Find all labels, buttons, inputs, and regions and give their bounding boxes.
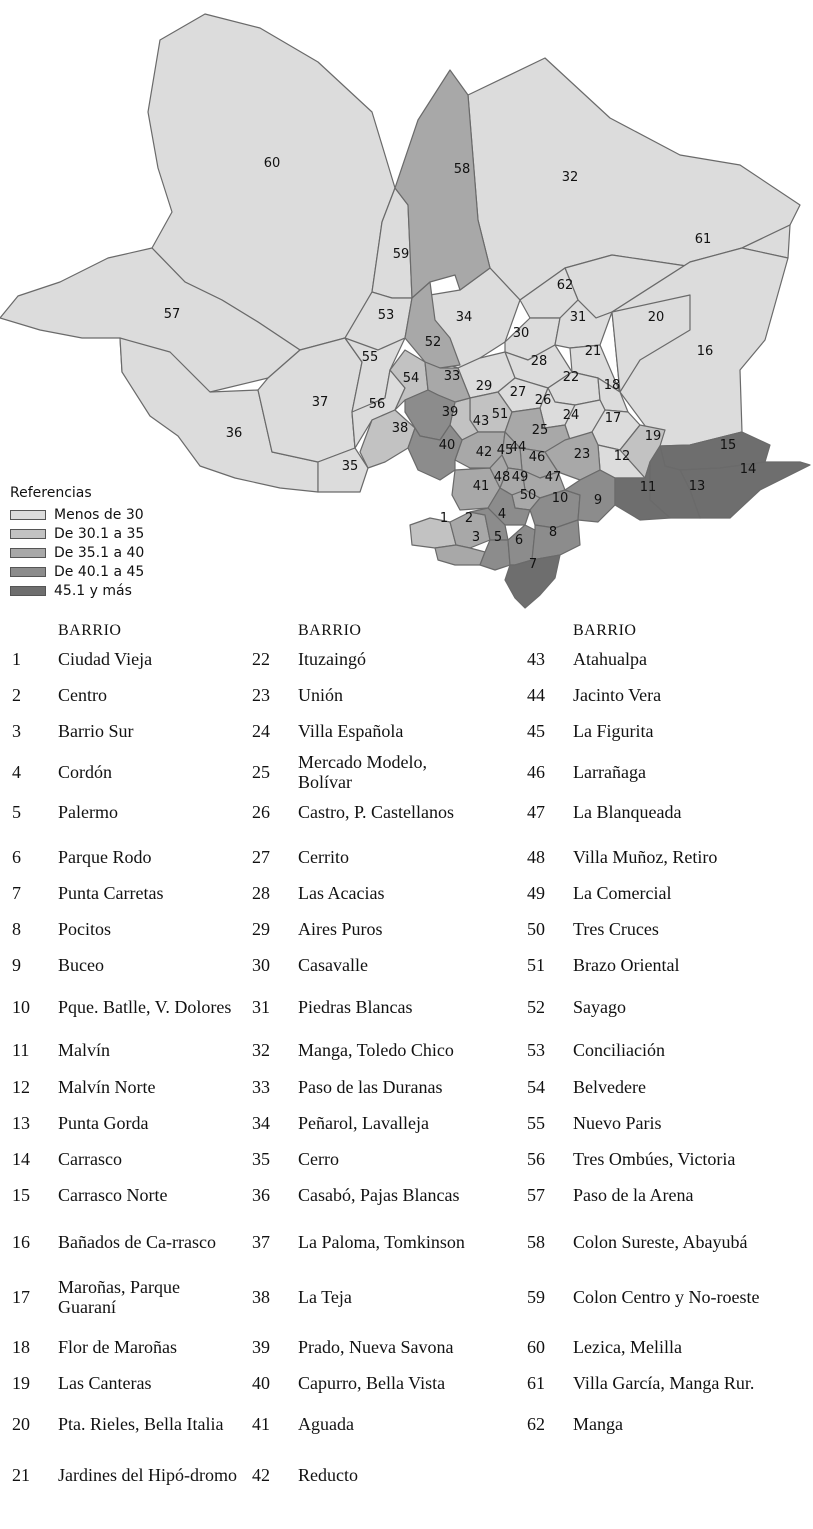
- table-row: [12, 1452, 252, 1498]
- map-label-39: 39: [441, 405, 459, 420]
- barrio-name: Cordón: [58, 762, 112, 782]
- map-label-30: 30: [512, 326, 530, 341]
- barrio-number: 48: [527, 846, 545, 867]
- map-label-29: 29: [475, 379, 493, 394]
- map-label-19: 19: [644, 429, 662, 444]
- legend-swatch: [10, 529, 46, 539]
- table-row: [527, 794, 807, 830]
- table-row: [527, 713, 807, 749]
- table-row: [252, 984, 492, 1030]
- barrio-name: Villa Muñoz, Retiro: [573, 847, 718, 867]
- map-label-54: 54: [402, 371, 420, 386]
- map-label-24: 24: [562, 408, 580, 423]
- table-row: [12, 875, 252, 911]
- barrio-number: 42: [252, 1464, 270, 1485]
- barrio-number: 20: [12, 1413, 30, 1434]
- map-label-21: 21: [584, 344, 602, 359]
- barrio-number: 17: [12, 1286, 30, 1307]
- map-label-6: 6: [514, 533, 524, 548]
- barrio-number: 59: [527, 1286, 545, 1307]
- barrio-3: [435, 545, 485, 565]
- map-label-56: 56: [368, 397, 386, 412]
- legend-item: [10, 562, 144, 581]
- barrio-number: 23: [252, 684, 270, 705]
- barrio-name: Paso de las Duranas: [298, 1077, 443, 1097]
- barrio-name: Atahualpa: [573, 649, 647, 669]
- table-row: [527, 1069, 807, 1105]
- barrio-number: 34: [252, 1112, 270, 1133]
- barrio-number: 46: [527, 761, 545, 782]
- table-row: [12, 984, 252, 1030]
- table-row: [527, 1177, 807, 1213]
- map-label-41: 41: [472, 479, 490, 494]
- barrio-number: 50: [527, 918, 545, 939]
- barrio-name: Jardines del Hipó-dromo: [58, 1465, 237, 1485]
- column-header: BARRIO: [573, 622, 637, 639]
- map-label-8: 8: [548, 525, 558, 540]
- table-row: [252, 677, 492, 713]
- table-row: [527, 1032, 807, 1068]
- barrio-name: Casabó, Pajas Blancas: [298, 1185, 460, 1205]
- table-row: [527, 1105, 807, 1141]
- table-row: [252, 1274, 492, 1320]
- map-label-51: 51: [491, 407, 509, 422]
- barrio-number: 43: [527, 648, 545, 669]
- barrio-number: 57: [527, 1184, 545, 1205]
- table-row: [12, 1329, 252, 1365]
- barrio-name: Ituzaingó: [298, 649, 366, 669]
- table-row: [12, 641, 252, 677]
- barrio-number: 8: [12, 918, 21, 939]
- barrio-number: 14: [12, 1148, 30, 1169]
- barrio-name: Brazo Oriental: [573, 955, 680, 975]
- barrio-name: Villa Española: [298, 721, 404, 741]
- table-row: [252, 1032, 492, 1068]
- table-row: [527, 1274, 807, 1320]
- map-label-57: 57: [163, 307, 181, 322]
- table-row: [252, 641, 492, 677]
- barrio-number: 52: [527, 996, 545, 1017]
- map-label-50: 50: [519, 488, 537, 503]
- barrio-name: Capurro, Bella Vista: [298, 1373, 446, 1393]
- map-label-15: 15: [719, 438, 737, 453]
- map-label-10: 10: [551, 491, 569, 506]
- barrio-number: 35: [252, 1148, 270, 1169]
- barrio-number: 18: [12, 1336, 30, 1357]
- map-label-42: 42: [475, 445, 493, 460]
- map-label-31: 31: [569, 310, 587, 325]
- map-label-26: 26: [534, 393, 552, 408]
- barrio-number: 47: [527, 801, 545, 822]
- table-row: [527, 1329, 807, 1365]
- barrio-1: [410, 518, 456, 548]
- map-label-62: 62: [556, 278, 574, 293]
- barrio-name: Peñarol, Lavalleja: [298, 1113, 429, 1133]
- table-row: [252, 1219, 492, 1265]
- barrio-name: Sayago: [573, 997, 626, 1017]
- column-header: BARRIO: [58, 622, 122, 639]
- legend-title: Referencias: [10, 485, 92, 501]
- barrio-name: Castro, P. Castellanos: [298, 802, 454, 822]
- barrio-number: 39: [252, 1336, 270, 1357]
- barrio-name: Pta. Rieles, Bella Italia: [58, 1414, 224, 1434]
- barrio-number: 15: [12, 1184, 30, 1205]
- barrio-name: Flor de Maroñas: [58, 1337, 177, 1357]
- barrio-name: Barrio Sur: [58, 721, 134, 741]
- table-row: [12, 1141, 252, 1177]
- barrio-name: Tres Ombúes, Victoria: [573, 1149, 736, 1169]
- table-row: [252, 1177, 492, 1213]
- map-legend: [10, 485, 144, 600]
- table-row: [252, 1401, 492, 1447]
- table-row: [252, 1365, 492, 1401]
- barrio-number: 28: [252, 882, 270, 903]
- table-row: [527, 1219, 807, 1265]
- table-row: [252, 1329, 492, 1365]
- barrio-name: Paso de la Arena: [573, 1185, 694, 1205]
- barrio-name: Nuevo Paris: [573, 1113, 662, 1133]
- barrio-number: 22: [252, 648, 270, 669]
- map-label-45: 45: [496, 443, 514, 458]
- barrio-number: 32: [252, 1039, 270, 1060]
- barrio-number: 55: [527, 1112, 545, 1133]
- barrio-name: La Comercial: [573, 883, 672, 903]
- legend-label: De 40.1 a 45: [54, 563, 145, 580]
- barrio-name: Malvín Norte: [58, 1077, 156, 1097]
- map-label-59: 59: [392, 247, 410, 262]
- barrio-number: 58: [527, 1231, 545, 1252]
- map-label-28: 28: [530, 354, 548, 369]
- barrio-number: 54: [527, 1076, 545, 1097]
- legend-item: [10, 505, 144, 524]
- table-row: [12, 1069, 252, 1105]
- map-label-53: 53: [377, 308, 395, 323]
- table-row: [12, 713, 252, 749]
- map-label-2: 2: [464, 511, 474, 526]
- barrio-name: Punta Carretas: [58, 883, 164, 903]
- barrio-name: Palermo: [58, 802, 118, 822]
- barrio-number: 49: [527, 882, 545, 903]
- barrio-name: Parque Rodo: [58, 847, 152, 867]
- map-label-11: 11: [639, 480, 657, 495]
- barrio-name: Villa García, Manga Rur.: [573, 1373, 755, 1393]
- barrio-name: Casavalle: [298, 955, 368, 975]
- barrio-number: 44: [527, 684, 545, 705]
- map-label-36: 36: [225, 426, 243, 441]
- barrio-number: 25: [252, 761, 270, 782]
- table-row: [12, 1274, 252, 1320]
- barrio-number: 4: [12, 761, 21, 782]
- barrio-name: Cerrito: [298, 847, 349, 867]
- table-row: [252, 875, 492, 911]
- map-label-13: 13: [688, 479, 706, 494]
- barrio-name: Colon Sureste, Abayubá: [573, 1232, 748, 1252]
- barrio-name: Cerro: [298, 1149, 339, 1169]
- map-label-4: 4: [497, 507, 507, 522]
- barrio-number: 7: [12, 882, 21, 903]
- table-row: [12, 794, 252, 830]
- table-row: [527, 1401, 807, 1447]
- map-label-18: 18: [603, 378, 621, 393]
- barrio-name: Buceo: [58, 955, 104, 975]
- table-row: [527, 911, 807, 947]
- barrio-number: 1: [12, 648, 21, 669]
- barrio-number: 2: [12, 684, 21, 705]
- barrio-number: 16: [12, 1231, 30, 1252]
- barrio-number: 60: [527, 1336, 545, 1357]
- barrio-number: 13: [12, 1112, 30, 1133]
- barrio-name: Manga, Toledo Chico: [298, 1040, 454, 1060]
- barrio-number: 30: [252, 954, 270, 975]
- barrio-name: Punta Gorda: [58, 1113, 149, 1133]
- map-label-27: 27: [509, 385, 527, 400]
- barrio-name: Unión: [298, 685, 343, 705]
- barrio-name: Prado, Nueva Savona: [298, 1337, 454, 1357]
- map-label-12: 12: [613, 449, 631, 464]
- map-label-16: 16: [696, 344, 714, 359]
- map-label-33: 33: [443, 369, 461, 384]
- table-row: [527, 984, 807, 1030]
- table-row: [12, 1105, 252, 1141]
- barrio-number: 37: [252, 1231, 270, 1252]
- map-label-20: 20: [647, 310, 665, 325]
- table-row: [252, 1069, 492, 1105]
- barrio-name: La Figurita: [573, 721, 654, 741]
- barrio-number: 11: [12, 1039, 30, 1060]
- table-row: [12, 947, 252, 983]
- barrio-number: 36: [252, 1184, 270, 1205]
- barrio-number: 27: [252, 846, 270, 867]
- map-label-58: 58: [453, 162, 471, 177]
- map-label-55: 55: [361, 350, 379, 365]
- map-label-35: 35: [341, 459, 359, 474]
- barrio-number: 6: [12, 846, 21, 867]
- barrio-name: Pque. Batlle, V. Dolores: [58, 997, 232, 1017]
- table-row: [12, 1401, 252, 1447]
- table-row: [12, 839, 252, 875]
- map-label-7: 7: [528, 557, 538, 572]
- barrio-number: 21: [12, 1464, 30, 1485]
- barrio-name: Belvedere: [573, 1077, 646, 1097]
- map-label-9: 9: [593, 493, 603, 508]
- map-label-14: 14: [739, 462, 757, 477]
- table-row: [527, 947, 807, 983]
- barrio-name: Manga: [573, 1414, 623, 1434]
- barrio-name: Larrañaga: [573, 762, 646, 782]
- barrio-number: 10: [12, 996, 30, 1017]
- barrio-number: 26: [252, 801, 270, 822]
- table-row: [12, 911, 252, 947]
- barrio-name: Maroñas, Parque Guaraní: [58, 1277, 180, 1317]
- map-label-49: 49: [511, 470, 529, 485]
- map-label-61: 61: [694, 232, 712, 247]
- barrio-name: Mercado Modelo, Bolívar: [298, 752, 427, 792]
- map-label-52: 52: [424, 335, 442, 350]
- barrio-number: 51: [527, 954, 545, 975]
- legend-item: [10, 543, 144, 562]
- barrio-number: 9: [12, 954, 21, 975]
- barrio-number: 41: [252, 1413, 270, 1434]
- legend-label: De 35.1 a 40: [54, 544, 145, 561]
- table-row: [252, 794, 492, 830]
- barrio-name: Lezica, Melilla: [573, 1337, 682, 1357]
- barrio-name: Las Canteras: [58, 1373, 152, 1393]
- map-label-5: 5: [493, 530, 503, 545]
- table-row: [527, 749, 807, 795]
- table-row: [12, 1219, 252, 1265]
- barrio-number: 3: [12, 720, 21, 741]
- barrio-number: 45: [527, 720, 545, 741]
- barrio-number: 61: [527, 1372, 545, 1393]
- map-label-48: 48: [493, 470, 511, 485]
- barrio-number: 12: [12, 1076, 30, 1097]
- legend-swatch: [10, 548, 46, 558]
- map-label-34: 34: [455, 310, 473, 325]
- map-label-1: 1: [439, 511, 449, 526]
- barrio-name: Las Acacias: [298, 883, 385, 903]
- table-row: [252, 713, 492, 749]
- table-row: [527, 1365, 807, 1401]
- barrio-name: Bañados de Ca-rrasco: [58, 1232, 216, 1252]
- map-label-38: 38: [391, 421, 409, 436]
- barrio-name: Conciliación: [573, 1040, 665, 1060]
- legend-label: De 30.1 a 35: [54, 525, 145, 542]
- barrio-name: La Blanqueada: [573, 802, 682, 822]
- legend-swatch: [10, 510, 46, 520]
- barrio-name: Aguada: [298, 1414, 354, 1434]
- legend-label: Menos de 30: [54, 506, 144, 523]
- barrio-name: Aires Puros: [298, 919, 383, 939]
- barrio-number: 19: [12, 1372, 30, 1393]
- barrio-number: 56: [527, 1148, 545, 1169]
- table-row: [252, 1105, 492, 1141]
- table-row: [252, 1452, 492, 1498]
- map-label-37: 37: [311, 395, 329, 410]
- barrio-number: 38: [252, 1286, 270, 1307]
- map-label-46: 46: [528, 450, 546, 465]
- barrio-name: Centro: [58, 685, 107, 705]
- map-label-40: 40: [438, 438, 456, 453]
- table-row: [527, 839, 807, 875]
- table-row: [252, 839, 492, 875]
- table-row: [12, 677, 252, 713]
- map-label-47: 47: [544, 470, 562, 485]
- map-label-43: 43: [472, 414, 490, 429]
- barrio-name: Reducto: [298, 1465, 358, 1485]
- legend-label: 45.1 y más: [54, 582, 132, 599]
- table-row: [527, 1141, 807, 1177]
- map-label-22: 22: [562, 370, 580, 385]
- barrio-name: Jacinto Vera: [573, 685, 662, 705]
- map-label-60: 60: [263, 156, 281, 171]
- table-row: [252, 947, 492, 983]
- barrio-number: 40: [252, 1372, 270, 1393]
- map-label-44: 44: [509, 440, 527, 455]
- barrio-name: Carrasco: [58, 1149, 122, 1169]
- map-label-23: 23: [573, 447, 591, 462]
- barrio-name: Carrasco Norte: [58, 1185, 168, 1205]
- barrio-number: 5: [12, 801, 21, 822]
- barrio-number: 53: [527, 1039, 545, 1060]
- barrio-name: Malvín: [58, 1040, 110, 1060]
- legend-item: [10, 524, 144, 543]
- barrio-number: 29: [252, 918, 270, 939]
- barrio-number: 62: [527, 1413, 545, 1434]
- barrio-name: Pocitos: [58, 919, 112, 939]
- table-row: [252, 1141, 492, 1177]
- barrio-name: Ciudad Vieja: [58, 649, 153, 669]
- table-row: [12, 1032, 252, 1068]
- legend-swatch: [10, 586, 46, 596]
- map-label-3: 3: [471, 530, 481, 545]
- barrio-name: Piedras Blancas: [298, 997, 413, 1017]
- table-row: [12, 749, 252, 795]
- table-row: [12, 1177, 252, 1213]
- barrio-number: 31: [252, 996, 270, 1017]
- choropleth-map: [0, 0, 813, 620]
- barrio-name: Tres Cruces: [573, 919, 659, 939]
- table-row: [12, 1365, 252, 1401]
- legend-swatch: [10, 567, 46, 577]
- legend-item: [10, 581, 144, 600]
- barrio-name: Colon Centro y No-roeste: [573, 1287, 760, 1307]
- barrio-name: La Teja: [298, 1287, 352, 1307]
- table-row: [527, 875, 807, 911]
- column-header: BARRIO: [298, 622, 362, 639]
- table-row: [527, 677, 807, 713]
- map-label-17: 17: [604, 411, 622, 426]
- map-label-25: 25: [531, 423, 549, 438]
- table-row: [252, 911, 492, 947]
- barrio-number: 24: [252, 720, 270, 741]
- table-row: [252, 749, 492, 795]
- barrio-name: La Paloma, Tomkinson: [298, 1232, 465, 1252]
- barrio-number: 33: [252, 1076, 270, 1097]
- map-label-32: 32: [561, 170, 579, 185]
- table-row: [527, 641, 807, 677]
